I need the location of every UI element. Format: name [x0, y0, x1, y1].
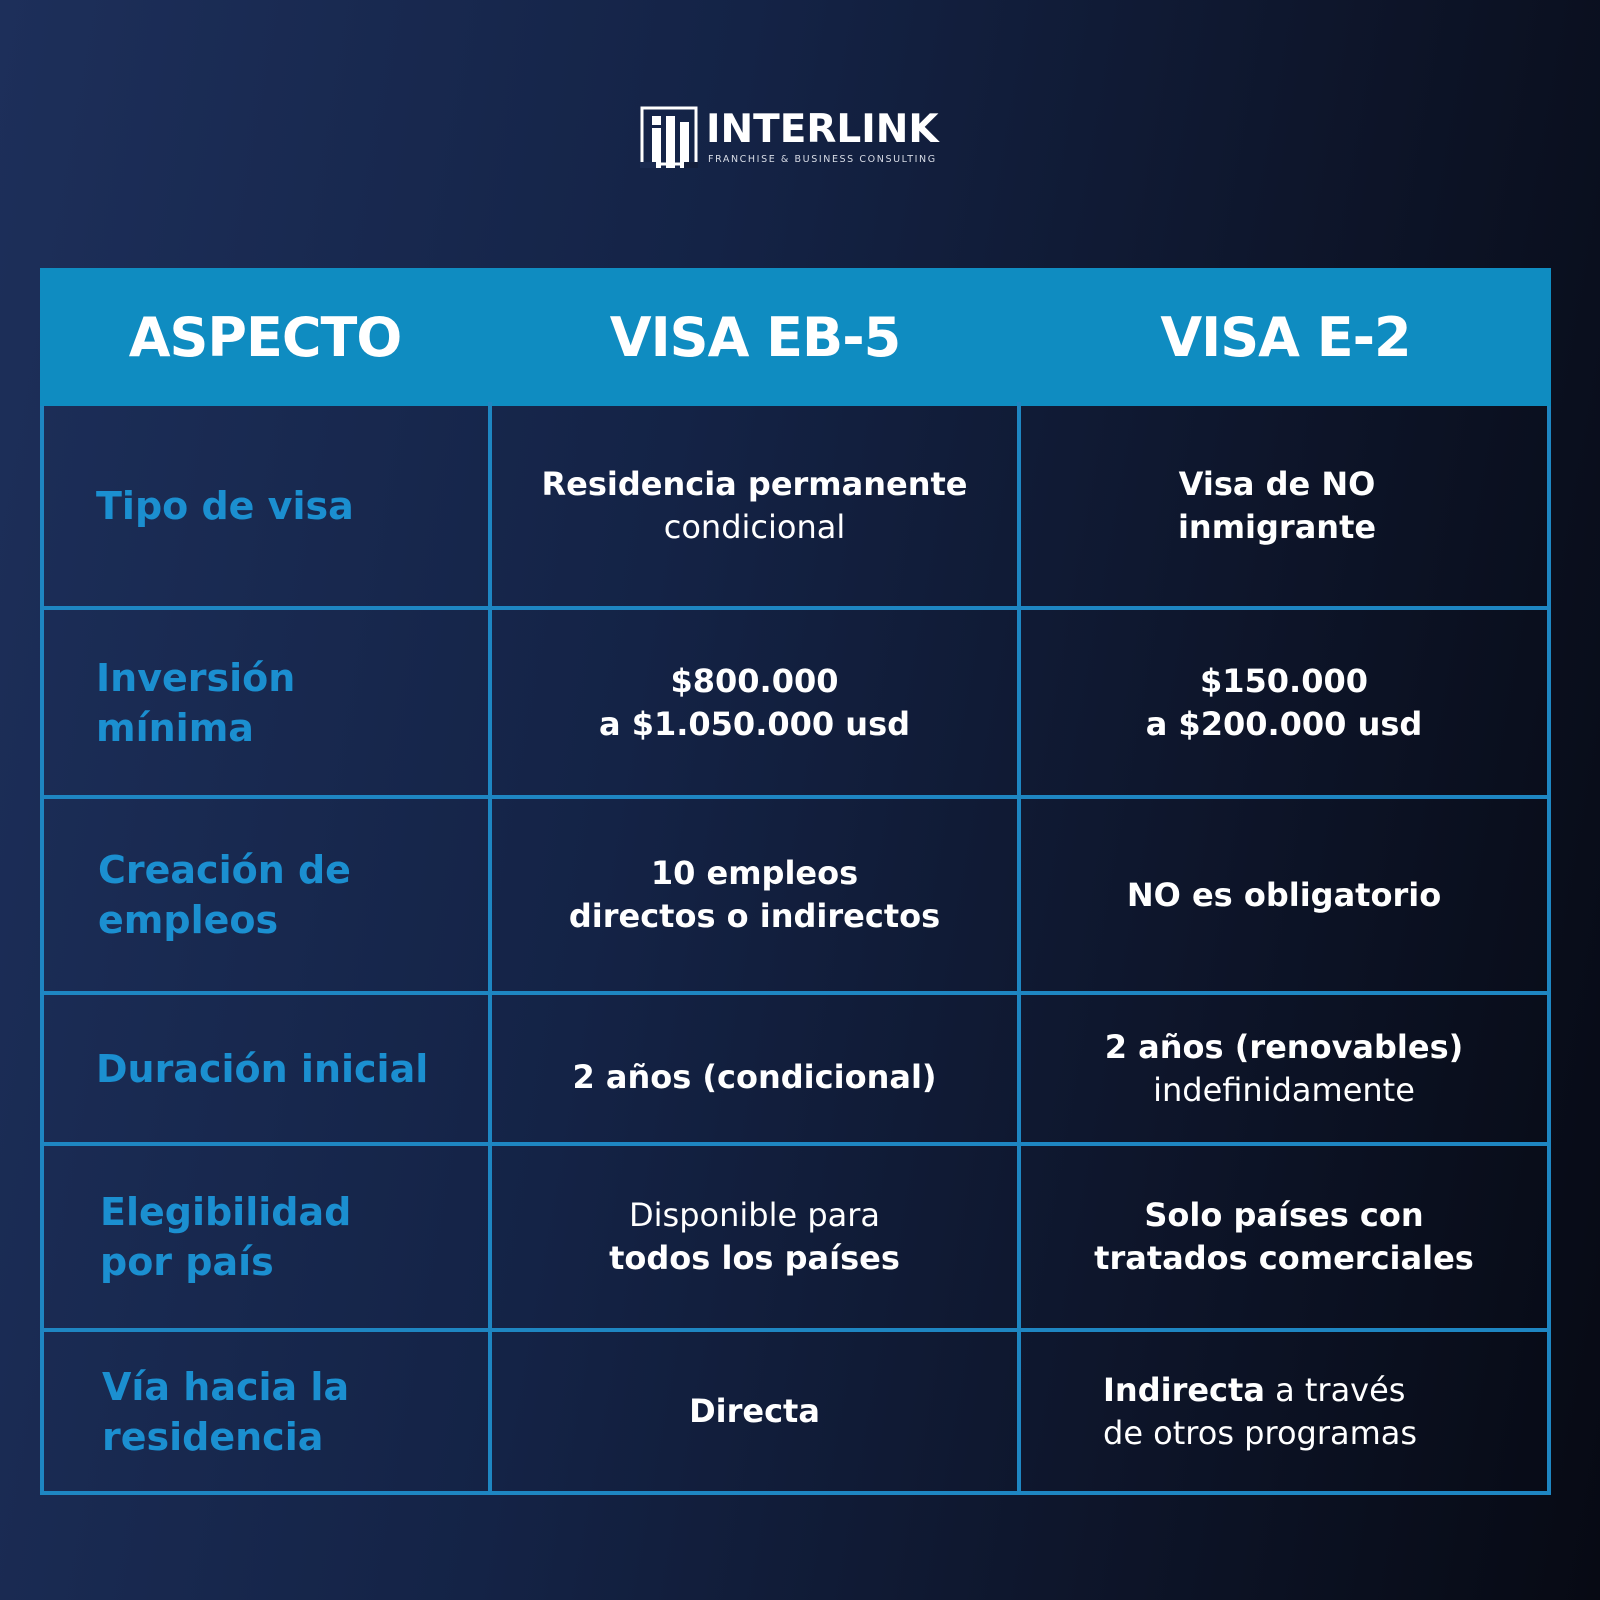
aspect-label: Vía hacia la	[102, 1364, 350, 1409]
aspect-via-hacia-la-residencia	[44, 1332, 488, 1491]
aspect-label: residencia	[102, 1414, 324, 1459]
header-visa-e2: VISA E-2	[1160, 305, 1411, 369]
eb5-duracion-inicial	[492, 995, 1017, 1142]
value-text: Disponible para	[628, 1196, 880, 1234]
header-visa-eb5: VISA EB-5	[609, 305, 901, 369]
e2-duracion-inicial	[1021, 995, 1547, 1142]
comparison-table	[40, 268, 1551, 1495]
aspect-label: Tipo de visa	[96, 484, 354, 528]
aspect-label: mínima	[96, 705, 254, 750]
value-text: todos los países	[609, 1239, 900, 1277]
e2-elegibilidad-por-pais	[1021, 1146, 1547, 1328]
value-text: Solo países con	[1144, 1196, 1424, 1234]
value-text: NO es obligatorio	[1126, 875, 1442, 914]
value-text: Directa	[689, 1392, 820, 1430]
value-text: $800.000	[670, 661, 839, 700]
aspect-label: Elegibilidad	[100, 1190, 352, 1234]
value-text: Visa de NO	[1178, 465, 1376, 503]
aspect-label: por país	[100, 1240, 274, 1284]
value-text: inmigrante	[1177, 508, 1377, 546]
e2-via-hacia-la-residencia	[1021, 1332, 1547, 1491]
brand-tagline: FRANCHISE & BUSINESS CONSULTING	[708, 154, 937, 165]
aspect-label: Inversión	[96, 655, 296, 700]
aspect-label: Duración inicial	[96, 1046, 429, 1091]
aspect-inversion-minima	[44, 610, 488, 795]
value-text: 10 empleos	[650, 854, 859, 892]
value-text: a $1.050.000 usd	[598, 704, 911, 743]
header-aspecto: ASPECTO	[128, 305, 402, 369]
value-text: 2 años (renovables)	[1104, 1027, 1464, 1066]
value-text: condicional	[663, 508, 846, 546]
table-header-row	[40, 268, 1551, 406]
value-text: tratados comerciales	[1094, 1239, 1474, 1277]
aspect-elegibilidad-por-pais	[44, 1146, 488, 1328]
value-text: 2 años (condicional)	[572, 1058, 937, 1096]
value-text: de otros programas	[1103, 1413, 1418, 1452]
value-text: indefinidamente	[1153, 1070, 1415, 1109]
value-text: Residencia permanente	[541, 465, 968, 503]
aspect-label: empleos	[98, 898, 279, 942]
eb5-creacion-de-empleos	[492, 799, 1017, 991]
value-text: a través	[1264, 1370, 1406, 1409]
e2-tipo-de-visa	[1021, 406, 1547, 606]
value-text: a $200.000 usd	[1145, 704, 1423, 743]
aspect-duracion-inicial	[44, 995, 488, 1142]
aspect-creacion-de-empleos	[44, 799, 488, 991]
value-text: $150.000	[1199, 661, 1368, 700]
eb5-inversion-minima	[492, 610, 1017, 795]
eb5-tipo-de-visa	[492, 406, 1017, 606]
e2-creacion-de-empleos	[1021, 799, 1547, 991]
value-text: directos o indirectos	[568, 897, 941, 935]
value-text: Indirecta	[1103, 1370, 1265, 1409]
brand-name: INTERLINK	[706, 107, 939, 152]
interlink-logo	[640, 104, 960, 174]
eb5-via-hacia-la-residencia	[492, 1332, 1017, 1491]
aspect-tipo-de-visa	[44, 406, 488, 606]
e2-inversion-minima	[1021, 610, 1547, 795]
aspect-label: Creación de	[98, 848, 351, 892]
interlink-logo-icon	[640, 106, 698, 170]
eb5-elegibilidad-por-pais	[492, 1146, 1017, 1328]
